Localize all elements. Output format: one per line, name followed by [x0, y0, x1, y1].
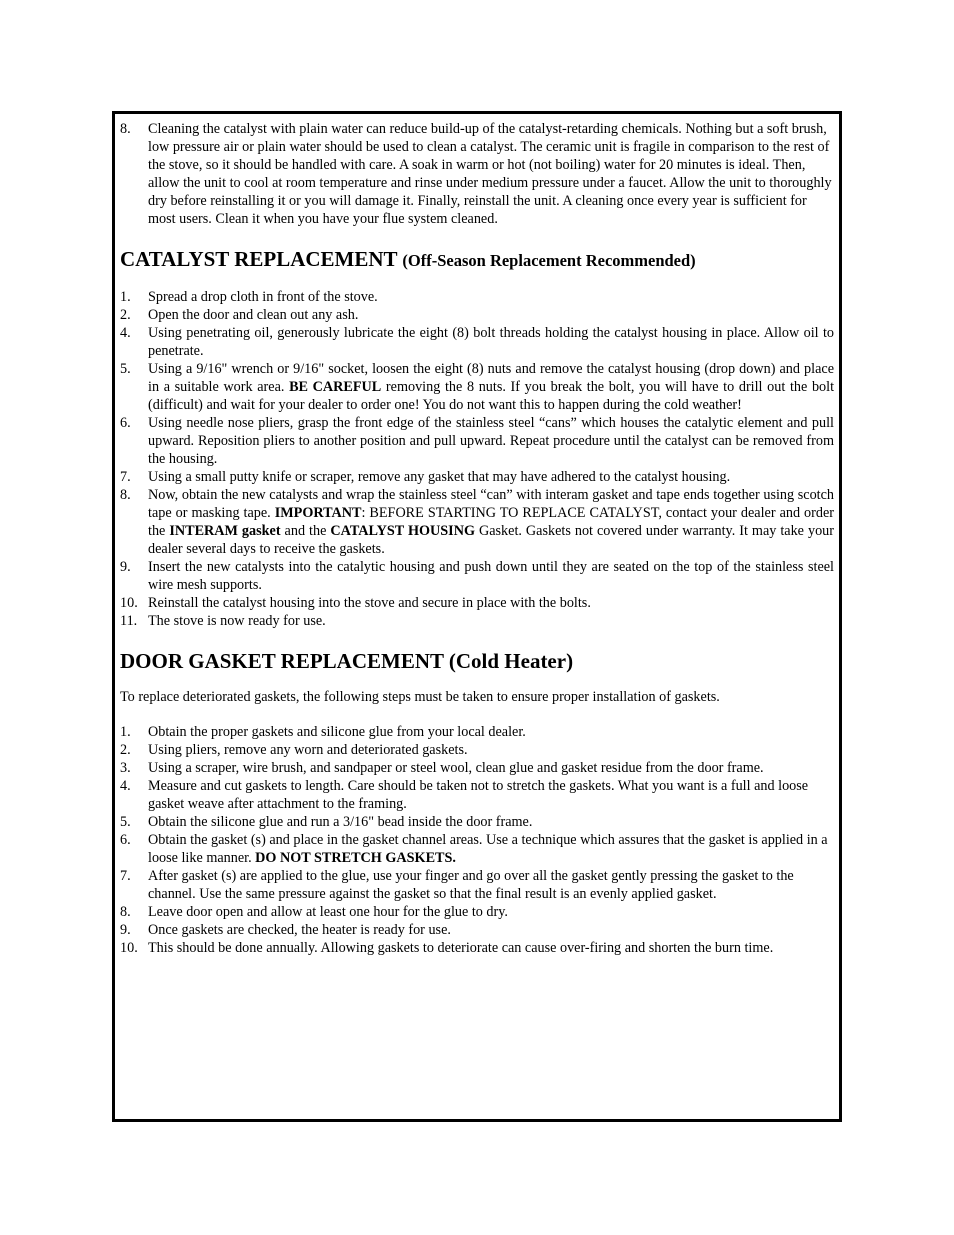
item-text: : BEFORE STARTING TO REPLACE CATALYST, contact your dealer and order the	[148, 505, 834, 539]
item-text: and the	[280, 523, 331, 539]
item-text: After gasket (s) are applied to the glue, use your finger and go over all the gasket gently pressing the gasket to the channel. Use the same pressure against the gasket so that the final result is an evenly applied gasket.	[148, 868, 794, 902]
emphasis-text: DO NOT STRETCH GASKETS.	[255, 850, 456, 866]
list-item	[120, 759, 834, 777]
list-item	[120, 360, 834, 414]
item-text: The stove is now ready for use.	[148, 613, 326, 629]
list-item	[120, 468, 834, 486]
item-text: Spread a drop cloth in front of the stove.	[148, 289, 378, 305]
list-item	[120, 903, 834, 921]
item-text: Open the door and clean out any ash.	[148, 307, 359, 323]
list-item	[120, 831, 834, 867]
item-number: 1.	[120, 289, 131, 305]
item-number: 9.	[120, 922, 131, 938]
item-number: 5.	[120, 814, 131, 830]
emphasis-text: CATALYST HOUSING	[330, 523, 475, 539]
item-text: Using a 9/16" wrench or 9/16" socket, loosen the eight (8) nuts and remove the catalyst housing (drop down) and place in a suitable work area.	[148, 361, 834, 395]
item-text: Using a small putty knife or scraper, remove any gasket that may have adhered to the catalyst housing.	[148, 469, 731, 485]
emphasis-text: IMPORTANT	[274, 505, 362, 521]
item-number: 8.	[120, 487, 131, 503]
item-number: 1.	[120, 724, 131, 740]
cleaning-list	[120, 120, 834, 228]
list-item	[120, 612, 834, 630]
heading-main: CATALYST REPLACEMENT	[120, 247, 398, 271]
list-item	[120, 324, 834, 360]
item-number: 10.	[120, 940, 138, 956]
document-content	[120, 120, 834, 957]
list-item	[120, 921, 834, 939]
emphasis-text: INTERAM gasket	[169, 523, 281, 539]
item-number: 8.	[120, 904, 131, 920]
item-text: Once gaskets are checked, the heater is ready for use.	[148, 922, 451, 938]
list-item	[120, 867, 834, 903]
item-text: removing the 8 nuts. If you break the bolt, you will have to drill out the bolt (difficult) and wait for your dealer to order one! You do not want this to happen during the cold weather!	[148, 379, 835, 413]
item-number: 9.	[120, 559, 131, 575]
door-gasket-heading: DOOR GASKET REPLACEMENT (Cold Heater)	[120, 649, 574, 673]
list-item	[120, 813, 834, 831]
emphasis-text: BE CAREFUL	[289, 379, 382, 395]
item-number: 4.	[120, 325, 131, 341]
item-number: 7.	[120, 469, 131, 485]
item-text: Insert the new catalysts into the catalytic housing and push down until they are seated on the top of the stainless steel wire mesh supports.	[148, 559, 834, 593]
heading-subtitle: (Off-Season Replacement Recommended)	[402, 251, 696, 270]
item-text: This should be done annually. Allowing gaskets to deteriorate can cause over-firing and shorten the burn time.	[148, 940, 774, 956]
list-item	[120, 723, 834, 741]
door-steps-list	[120, 723, 834, 957]
item-text: Using a scraper, wire brush, and sandpaper or steel wool, clean glue and gasket residue from the door frame.	[148, 760, 764, 776]
list-item	[120, 414, 834, 468]
list-item	[120, 558, 834, 594]
item-number: 6.	[120, 415, 131, 431]
item-text: Reinstall the catalyst housing into the stove and secure in place with the bolts.	[148, 595, 591, 611]
item-text: Leave door open and allow at least one hour for the glue to dry.	[148, 904, 508, 920]
list-item	[120, 288, 834, 306]
item-number: 4.	[120, 778, 131, 794]
list-item	[120, 777, 834, 813]
item-number: 2.	[120, 742, 131, 758]
list-item	[120, 120, 834, 228]
item-text: Now, obtain the new catalysts and wrap the stainless steel “can” with interam gasket and tape ends together using scotch tape or masking tape.	[148, 487, 834, 521]
item-text: Gasket. Gaskets not covered under warranty. It may take your dealer several days to receive the gaskets.	[148, 523, 834, 557]
list-item	[120, 306, 834, 324]
item-number: 7.	[120, 868, 131, 884]
item-text: Obtain the gasket (s) and place in the gasket channel areas. Use a technique which assures that the gasket is applied in a loose like manner.	[148, 832, 828, 866]
item-number: 8.	[120, 121, 131, 137]
item-text: Obtain the proper gaskets and silicone glue from your local dealer.	[148, 724, 526, 740]
catalyst-steps-list	[120, 288, 834, 630]
item-number: 6.	[120, 832, 131, 848]
list-item	[120, 741, 834, 759]
item-number: 10.	[120, 595, 138, 611]
list-item	[120, 939, 834, 957]
item-number: 3.	[120, 760, 131, 776]
item-text: Obtain the silicone glue and run a 3/16" bead inside the door frame.	[148, 814, 533, 830]
item-text: Measure and cut gaskets to length. Care should be taken not to stretch the gaskets. What you want is a full and loose gasket weave after attachment to the framing.	[148, 778, 809, 812]
item-text: Cleaning the catalyst with plain water can reduce build-up of the catalyst-retarding chemicals. Nothing but a soft brush, low pressure air or plain water should be used to clean a catalyst. The ceramic unit is fragile in comparison to the rest of the stove, so it should be handled with care. A soak in warm or hot (not boiling) water for 20 minutes is ideal. Then, allow the unit to cool at room temperature and rinse under medium pressure under a faucet. Allow the unit to thoroughly dry before reinstalling it or you will damage it. Finally, reinstall the unit. A cleaning once every year is sufficient for most users. Clean it when you have your flue system cleaned.	[148, 121, 832, 227]
item-text: Using pliers, remove any worn and deteriorated gaskets.	[148, 742, 468, 758]
door-gasket-intro: To replace deteriorated gaskets, the following steps must be taken to ensure proper installation of gaskets.	[120, 689, 720, 705]
item-number: 11.	[120, 613, 138, 629]
item-number: 2.	[120, 307, 131, 323]
list-item	[120, 594, 834, 612]
list-item	[120, 486, 834, 558]
item-text: Using penetrating oil, generously lubricate the eight (8) bolt threads holding the catalyst housing in place. Allow oil to penetrate.	[148, 325, 834, 359]
item-number: 5.	[120, 361, 131, 377]
item-text: Using needle nose pliers, grasp the front edge of the stainless steel “cans” which houses the catalytic element and pull upward. Reposition pliers to another position and pull upward. Repeat procedure until the catalyst can be removed from the housing.	[148, 415, 834, 467]
catalyst-replacement-heading	[120, 246, 834, 274]
